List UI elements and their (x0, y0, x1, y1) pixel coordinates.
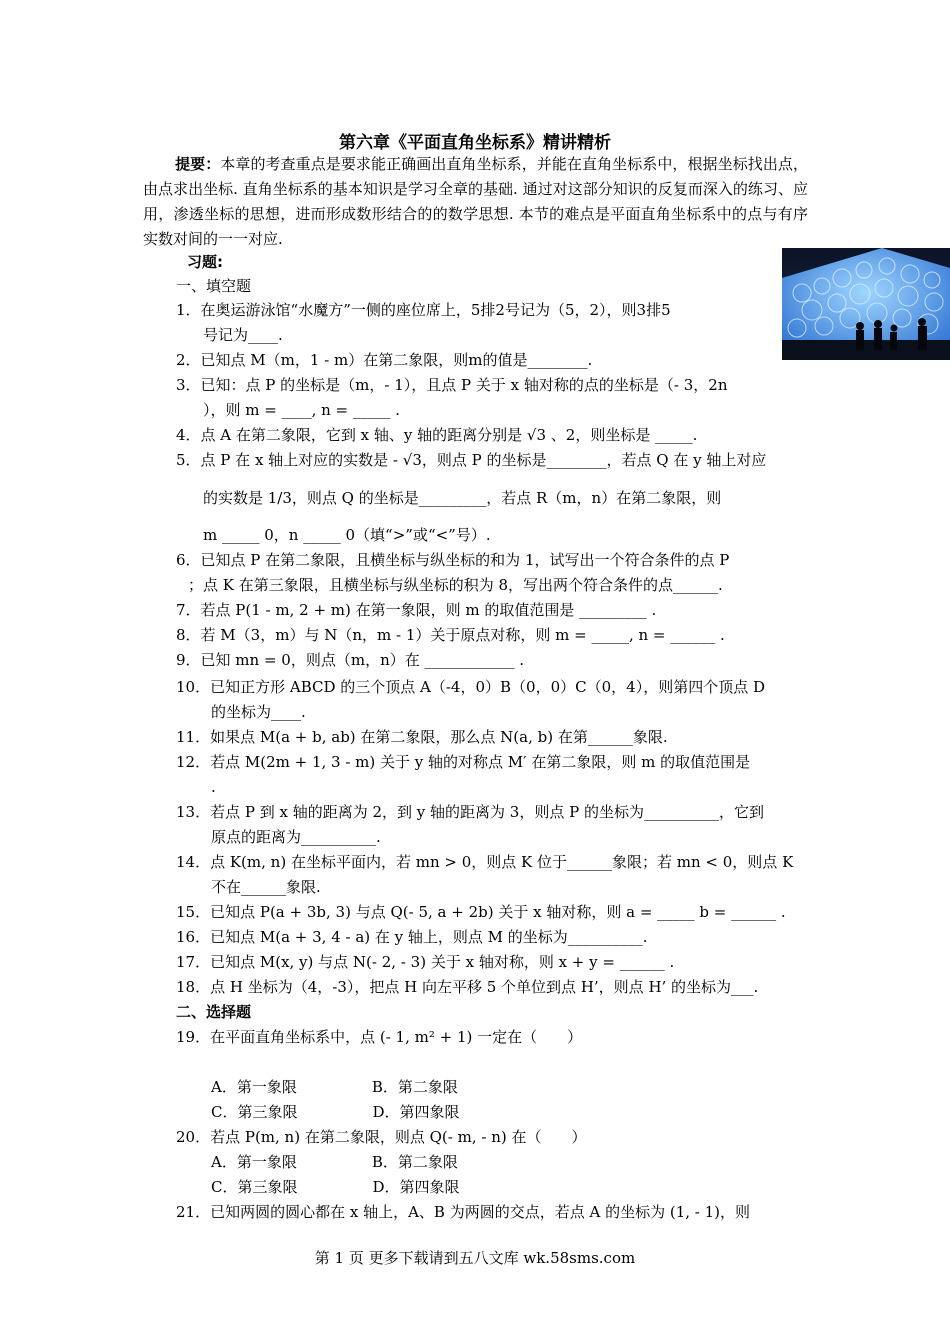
exercise-line: 14．点 K(m, n) 在坐标平面内，若 mn > 0，则点 K 位于______象限；若 mn < 0，则点 K (176, 853, 794, 871)
exercise-line: ），则 m = ____, n = _____ . (203, 401, 400, 419)
exercise-line: 16．已知点 M(a + 3, 4 - a) 在 y 轴上，则点 M 的坐标为__________. (176, 928, 648, 946)
exercise-line: 7．若点 P(1 - m, 2 + m) 在第一象限，则 m 的取值范围是 _________ . (176, 601, 657, 619)
exercise-line: 5．点 P 在 x 轴上对应的实数是 - √3，则点 P 的坐标是________，若点 Q 在 y 轴上对应 (176, 451, 767, 469)
exercise-line: 原点的距离为__________. (211, 828, 381, 846)
exercise-line: 6．已知点 P 在第二象限，且横坐标与纵坐标的和为 1，试写出一个符合条件的点 P (176, 551, 730, 569)
exercise-line: 4．点 A 在第二象限，它到 x 轴、y 轴的距离分别是 √3 、2，则坐标是 _____. (176, 426, 698, 444)
exercise-line: 号记为____. (203, 326, 283, 344)
abstract-text: 本章的考查重点是要求能正确画出直角坐标系，并能在直角坐标系中，根据坐标找出点，由点求出坐标. 直角坐标系的基本知识是学习全章的基础. 通过对这部分知识的反复而深入的练习、应用，渗透坐标的思想，进而形成数形结合的的数学思想. 本节的难点是平面直角坐标系中的点与有序实数对间的一一对应. (143, 155, 808, 248)
exercise-line: 8．若 M（3，m）与 N（n，m - 1）关于原点对称，则 m = _____, n = ______ . (176, 626, 725, 644)
exercise-line: 21．已知两圆的圆心都在 x 轴上，A、B 为两圆的交点，若点 A 的坐标为 (1, - 1)，则 (176, 1203, 751, 1221)
exercise-line: m _____ 0，n _____ 0（填“>”或“<”号）. (203, 526, 491, 544)
section-fill-in: 一、填空题 (176, 277, 252, 295)
abstract-label: 提要： (175, 155, 221, 173)
exercise-line: C．第三象限 D．第四象限 (211, 1178, 460, 1196)
exercise-line: 9．已知 mn = 0，则点（m，n）在 ____________ . (176, 651, 525, 669)
exercise-line: 19．在平面直角坐标系中，点 (- 1, m² + 1) 一定在（ ） (176, 1028, 583, 1046)
exercises-heading: 习题: (187, 253, 223, 271)
exercise-line: 15．已知点 P(a + 3b, 3) 与点 Q(- 5, a + 2b) 关于 x 轴对称，则 a = _____ b = ______ . (176, 903, 786, 921)
section-choice: 二、选择题 (176, 1003, 252, 1021)
page-footer: 第 1 页 更多下载请到五八文库 wk.58sms.com (314, 1249, 636, 1267)
exercise-line: 13．若点 P 到 x 轴的距离为 2，到 y 轴的距离为 3，则点 P 的坐标为__________，它到 (176, 803, 764, 821)
exercise-line: 的实数是 1/3，则点 Q 的坐标是_________，若点 R（m，n）在第二象限，则 (203, 489, 722, 507)
exercise-line: 不在______象限. (211, 878, 321, 896)
exercise-line: . (211, 778, 216, 796)
water-cube-photo (782, 248, 950, 360)
exercise-line: 20．若点 P(m, n) 在第二象限，则点 Q(- m, - n) 在（ ） (176, 1128, 587, 1146)
exercise-line: 12．若点 M(2m + 1, 3 - m) 关于 y 轴的对称点 M′ 在第二象限，则 m 的取值范围是 (176, 753, 751, 771)
exercise-line: 1．在奥运游泳馆“水魔方”一侧的座位席上，5排2号记为（5，2），则3排5 (176, 301, 671, 319)
abstract (143, 152, 808, 252)
exercise-line: 的坐标为____. (211, 703, 306, 721)
exercise-line: A．第一象限 B．第二象限 (211, 1078, 458, 1096)
exercise-line: 17．已知点 M(x, y) 与点 N(- 2, - 3) 关于 x 轴对称，则 x + y = ______ . (176, 953, 675, 971)
exercise-line: 2．已知点 M（m，1 - m）在第二象限，则m的值是________. (176, 351, 593, 369)
exercise-line: A．第一象限 B．第二象限 (211, 1153, 458, 1171)
exercise-line: 11．如果点 M(a + b, ab) 在第二象限，那么点 N(a, b) 在第______象限. (176, 728, 668, 746)
exercise-line: 3．已知：点 P 的坐标是（m，- 1），且点 P 关于 x 轴对称的点的坐标是（- 3，2n (176, 376, 728, 394)
page-title: 第六章《平面直角坐标系》精讲精析 (339, 133, 611, 153)
exercise-line: C．第三象限 D．第四象限 (211, 1103, 460, 1121)
exercise-line: ；点 K 在第三象限，且横坐标与纵坐标的积为 8，写出两个符合条件的点______. (188, 576, 723, 594)
exercise-line: 10．已知正方形 ABCD 的三个顶点 A（-4，0）B（0，0）C（0，4），则第四个顶点 D (176, 678, 765, 696)
exercise-line: 18．点 H 坐标为（4，-3），把点 H 向左平移 5 个单位到点 H’，则点 H’ 的坐标为___. (176, 978, 759, 996)
